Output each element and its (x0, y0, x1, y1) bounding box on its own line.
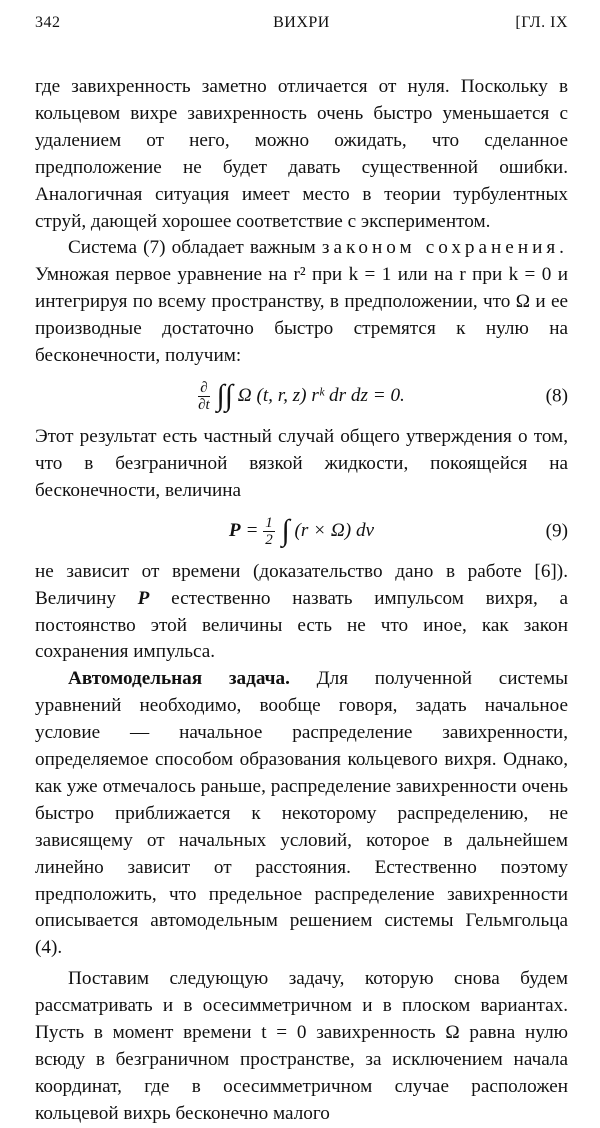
chapter-label: [ГЛ. IX (515, 14, 568, 31)
paragraph-4-text-b: естественно назвать импульсом вихря, а постоянство этой величины есть не что иное, как закон сохранения импульса. (35, 587, 568, 663)
paragraph-2-text-b: Умножая первое уравнение на r² при k = 1 или на r при k = 0 и интегрируя по всему пространству, в предположении, что Ω и ее производные достаточно быстро стремятся к нулю на бесконечности, получим: (35, 264, 568, 367)
fraction-denominator: 2 (265, 532, 273, 549)
fraction-numerator: ∂ (200, 380, 208, 397)
fraction-numerator: 1 (265, 515, 273, 532)
equals-sign: = (240, 520, 264, 542)
equation-9-expression (229, 515, 374, 548)
equation-8-expression (198, 380, 405, 413)
paragraph-1: где завихренность заметно отличается от нуля. Поскольку в кольцевом вихре завихренность очень быстро уменьшается с удалением от него, можно ожидать, что сделанное предположение не будет давать существенной ошибки. Аналогичная ситуация имеет место в теории турбулентных струй, дающей хорошее соответствие с экспериментом. (35, 76, 568, 232)
half-fraction (263, 515, 275, 548)
impulse-symbol: P (228, 520, 241, 542)
paragraph-5-text: Для полученной системы уравнений необходимо, вообще говоря, задать начальное условие — начальное распределение завихренности, определяемое способом образования кольцевого вихря. Однако, как уже отмечалось раньше, распределение завихренности очень быстро приближается к некоторому распределению, не зависящему от начальных условий, которое в дальнейшем линейно зависит от расстояния. Естественно поэтому предположить, что предельное распределение завихренности описывается автомодельным решением системы Гельмгольца (4). (35, 668, 568, 959)
paragraph-4 (35, 559, 568, 667)
integral-sign: ∫ (281, 514, 290, 548)
running-title: ВИХРИ (273, 14, 330, 31)
equation-number: (9) (545, 520, 568, 542)
double-integral-sign: ∫∫ (216, 379, 233, 413)
page-body (35, 74, 568, 1128)
equation-9-body: (r × Ω) dv (294, 520, 375, 542)
paragraph-2-text-a: Система (7) обладает важным (68, 237, 322, 259)
equation-8-body: Ω (t, r, z) rᵏ dr dz = 0. (237, 385, 405, 407)
equation-9 (35, 505, 568, 559)
impulse-symbol-inline: P (137, 587, 150, 609)
paragraph-3: Этот результат есть частный случай общего утверждения о том, что в безграничной вязкой жидкости, покоящейся на бесконечности, величина (35, 425, 568, 501)
page-header (35, 10, 568, 34)
paragraph-5 (35, 666, 568, 962)
conservation-law-term: законом сохранения. (321, 237, 568, 259)
equation-number: (8) (545, 385, 568, 407)
paragraph-6: Поставим следующую задачу, которую снова будем рассматривать и в осесимметричном и в плоском вариантах. Пусть в момент времени t = 0 завихренность Ω равна нулю всюду в безграничном пространстве, за исключением начала координат, где в осесимметричном случае расположен кольцевой вихрь бесконечно малого (35, 968, 568, 1124)
paragraph-2 (35, 235, 568, 370)
fraction-denominator: ∂t (198, 397, 210, 414)
equation-8 (35, 370, 568, 424)
partial-derivative-fraction (198, 380, 210, 413)
section-heading-self-similar: Автомодельная задача. (68, 668, 290, 690)
paragraph-4-text-a: не зависит от времени (доказательство дано в работе [6]). Величину (35, 560, 568, 609)
page-number: 342 (35, 14, 61, 31)
